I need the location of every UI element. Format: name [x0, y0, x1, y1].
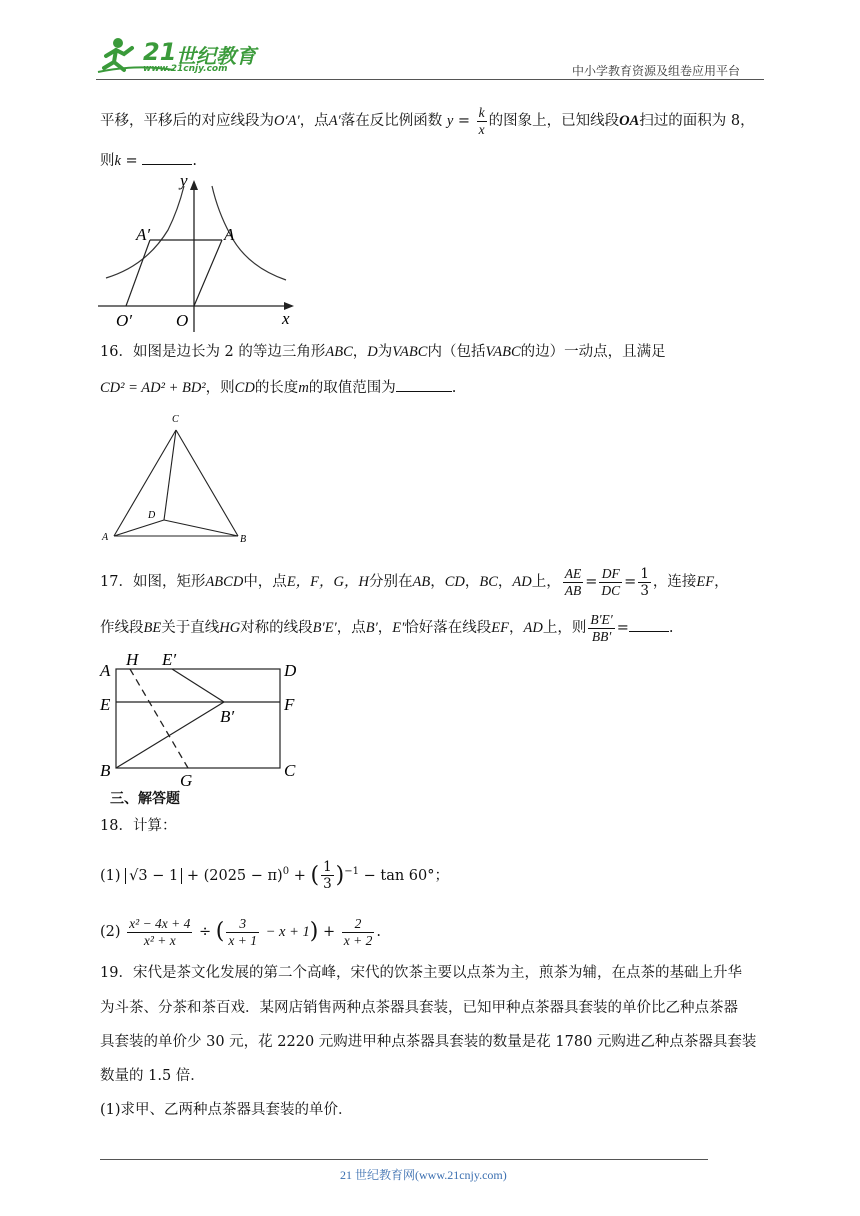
q17-answer-blank	[629, 617, 669, 632]
q19-line2: 为斗茶、分茶和茶百戏．某网店销售两种点茶器具套装，已知甲种点茶器具套装的单价比乙种点茶器	[100, 1000, 738, 1016]
label-C: C	[284, 761, 296, 780]
q16-line1: 16．如图是边长为 2 的等边三角形ABC，D为VABC内（包括VABC的边）一动点，且满足	[100, 344, 666, 360]
y-axis-arrow-icon	[190, 180, 198, 190]
q15-line2: 则k = .	[100, 150, 197, 171]
q19-line1: 19．宋代是茶文化发展的第二个高峰，宋代的饮茶主要以点茶为主，煎茶为辅，在点茶的基础上升华	[100, 965, 742, 981]
label-G: G	[180, 771, 193, 788]
header-platform-text: 中小学教育资源及组卷应用平台	[572, 64, 741, 78]
q17-line2: 作线段BE关于直线HG对称的线段B′E′，点B′，E′恰好落在线段EF，AD上，则 $\frac{B'E'}{BB'}$ = .	[100, 611, 674, 644]
label-B: B	[100, 761, 111, 780]
header-rule	[96, 79, 764, 80]
label-E-prime: E′	[162, 650, 177, 669]
q17-figure	[96, 648, 306, 788]
label-B: B	[240, 534, 247, 545]
label-y: y	[180, 172, 188, 190]
q17-line1: 17．如图，矩形ABCD中，点E，F，G，H分别在AB，CD，BC，AD上， $\frac{AE}{AB}$ = $\frac{DF}{DC}$ = $\frac{1}{3}$ ，连接EF，	[100, 565, 729, 599]
q16-figure	[96, 408, 256, 546]
label-D: D	[284, 661, 297, 680]
label-C: C	[172, 414, 179, 425]
q16-answer-blank	[396, 377, 452, 392]
label-E: E	[100, 695, 111, 714]
q15-answer-blank	[142, 150, 192, 165]
label-A-prime: A′	[136, 225, 151, 244]
q16-line2: CD² = AD² + BD²，则CD的长度m的取值范围为 .	[100, 377, 456, 398]
q17-frac-DF-DC: $\frac{DF}{DC}$	[601, 565, 621, 598]
label-O: O	[176, 311, 189, 330]
q15-line1: 平移，平移后的对应线段为O′A′，点A′落在反比例函数 y = $\frac{k}{x}$ 的图象上，已知线段OA扫过的面积为 8，	[100, 104, 755, 137]
label-A: A	[102, 532, 109, 543]
q18-frac-1: $\frac{\text{x² − 4x + 4}}{\text{x² + x}}$	[129, 915, 191, 948]
q15-k-over-x: $\frac{k}{x}$	[478, 104, 485, 137]
label-x: x	[282, 309, 290, 328]
q18-part2: (2) $\frac{\text{x² − 4x + 4}}{\text{x² + x}}$ ÷ ( $\frac{3}{x + 1}$ − x + 1) + $\frac{2}{x + 2}$ .	[100, 915, 381, 948]
q19-part1: (1)求甲、乙两种点茶器具套装的单价．	[100, 1102, 353, 1118]
q15-figure	[96, 172, 306, 337]
q18-title: 18．计算：	[100, 818, 177, 834]
label-O-prime: O′	[116, 311, 132, 330]
section-title-answers: 三、解答题	[110, 791, 180, 807]
q19-line4: 数量的 1.5 倍．	[100, 1068, 205, 1084]
q17-frac-1-3: $\frac{1}{3}$	[640, 565, 649, 599]
q18-frac-1-3: $\frac{1}{3}$	[323, 859, 332, 893]
label-B-prime: B′	[220, 707, 235, 726]
q19-line3: 具套装的单价少 30 元，花 2220 元购进甲种点茶器具套装的数量是花 1780 元购进乙种点茶器具套装	[100, 1034, 757, 1050]
q17-frac-AE-AB: $\frac{AE}{AB}$	[564, 565, 582, 598]
q18-part1: (1) $√3 - 1 + (2025 - \pi)^0$ + ( $\frac{1}{3}$ )$^{-1}$ − tan 60°；	[100, 859, 449, 893]
label-A: A	[100, 661, 111, 680]
q18-frac-3: $\frac{2}{x + 2}$	[343, 915, 373, 948]
logo-url: www.21cnjy.com	[143, 64, 228, 74]
label-H: H	[126, 650, 139, 669]
label-A: A	[224, 225, 235, 244]
q18-frac-2: $\frac{3}{x + 1}$	[228, 915, 257, 948]
footer-rule	[100, 1159, 708, 1160]
label-F: F	[284, 695, 295, 714]
q18-abs-value: √3 − 1	[125, 868, 182, 884]
label-D: D	[148, 510, 156, 521]
logo-chinese: 世纪教育	[176, 44, 256, 68]
q17-frac-BpEp-BBp: $\frac{B'E'}{BB'}$	[590, 611, 613, 644]
footer-site-link[interactable]: 21 世纪教育网(www.21cnjy.com)	[340, 1168, 507, 1182]
logo-number: 21	[143, 38, 177, 66]
